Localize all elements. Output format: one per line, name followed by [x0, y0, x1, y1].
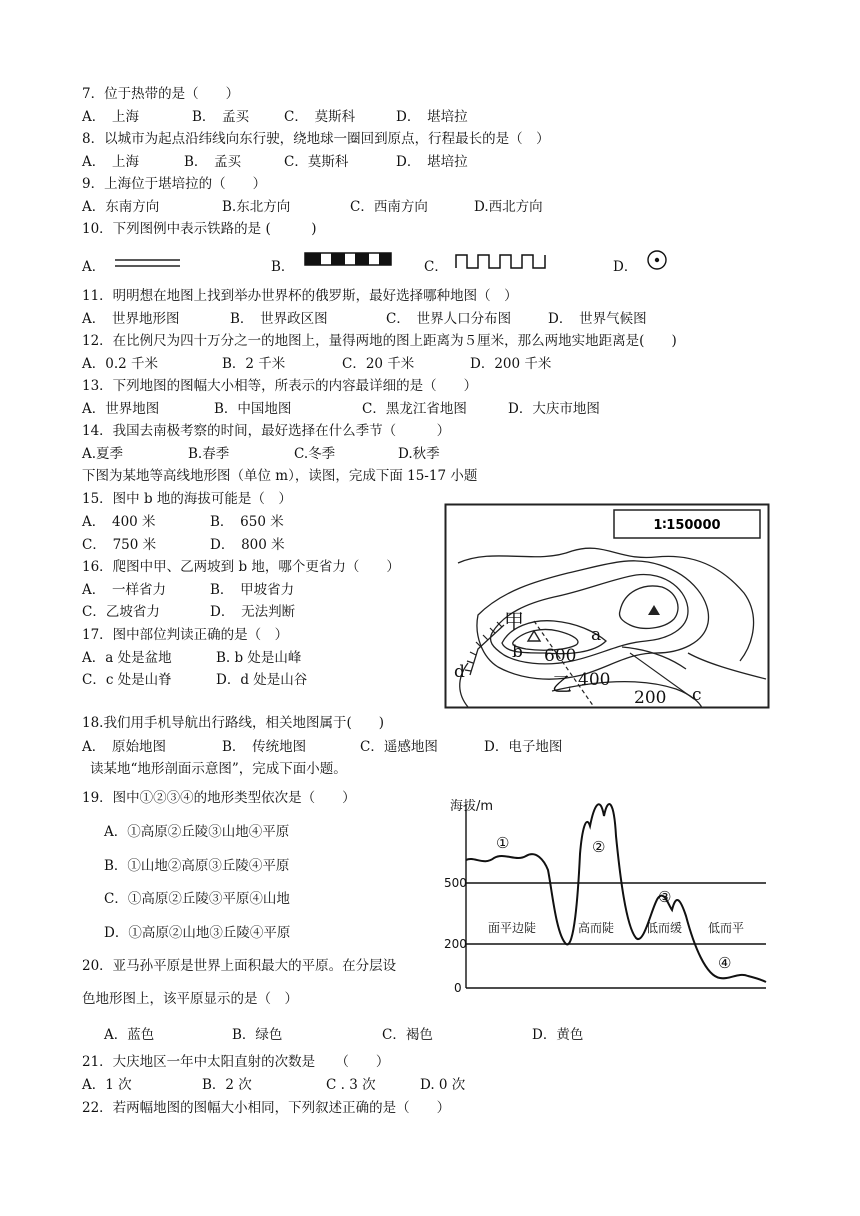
q16-option-d: D． 无法判断 [210, 604, 296, 620]
q18-option-b: B． 传统地图 [222, 739, 307, 755]
q11-option-b: B． 世界政区图 [230, 311, 328, 327]
region-2-label: ② [592, 838, 606, 856]
q8-option-a: A． 上海 [82, 154, 139, 170]
q17-option-b: B. b 处是山峰 [216, 650, 302, 666]
q8-option-b: B． 孟买 [184, 154, 242, 170]
q15-option-c: C． 750 米 [82, 537, 157, 553]
label-yi: 乙 [552, 672, 572, 696]
map-scale: 1∶150000 [653, 518, 721, 533]
tick-200: 200 [444, 937, 467, 951]
caption-3: 低而缓 [646, 921, 683, 935]
q19-option-d: D．①高原②山地③丘陵④平原 [104, 925, 291, 941]
q15-option-d: D． 800 米 [210, 537, 285, 553]
q12-option-d: D．200 千米 [470, 356, 552, 372]
q9-option-d: D.西北方向 [474, 199, 543, 215]
q14-stem: 14．我国去南极考察的时间，最好选择在什么季节（ ） [82, 423, 451, 439]
q10-option-d: D． [613, 259, 638, 275]
label-jia: 甲 [504, 609, 524, 633]
contour-map [444, 503, 770, 709]
q15-stem: 15．图中 b 地的海拔可能是（ ） [82, 491, 292, 507]
q10-stem: 10．下列图例中表示铁路的是 ( ) [82, 221, 317, 237]
q13-stem: 13．下列地图的图幅大小相等，所表示的内容最详细的是（ ） [82, 378, 478, 394]
label-600: 600 [544, 646, 577, 666]
q9-option-a: A．东南方向 [82, 199, 160, 215]
q19-option-b: B．①山地②高原③丘陵④平原 [104, 858, 290, 874]
q12-stem: 12．在比例尺为四十万分之一的地图上，量得两地的图上距离为５厘米，那么两地实地距离是( ) [82, 333, 677, 349]
q11-option-a: A． 世界地形图 [82, 311, 180, 327]
q13-option-b: B．中国地图 [214, 401, 292, 417]
q13-option-c: C．黑龙江省地图 [362, 401, 467, 417]
q18-option-a: A． 原始地图 [82, 739, 166, 755]
double-line-symbol [114, 256, 182, 270]
q17-option-a: A．a 处是盆地 [82, 650, 172, 666]
q9-stem: 9．上海位于堪培拉的（ ） [82, 176, 267, 192]
q20-stem-line-2: 色地形图上，该平原显示的是（ ） [82, 991, 298, 1007]
q17-option-c: C．c 处是山脊 [82, 672, 172, 688]
q12-option-a: A．0.2 千米 [82, 356, 159, 372]
q17-option-d: D．d 处是山谷 [216, 672, 308, 688]
tick-500: 500 [444, 876, 467, 890]
q10-option-c: C． [424, 259, 448, 275]
q22-stem: 22．若两幅地图的图幅大小相同，下列叙述正确的是（ ） [82, 1100, 451, 1116]
region-1-label: ① [496, 834, 510, 852]
label-400: 400 [578, 670, 611, 690]
q12-option-b: B．2 千米 [222, 356, 286, 372]
q8-option-c: C．莫斯科 [284, 154, 349, 170]
q21-option-b: B．2 次 [202, 1077, 252, 1093]
caption-2: 高而陡 [578, 921, 615, 935]
q20-option-c: C．褐色 [382, 1027, 433, 1043]
q14-option-a: A.夏季 [82, 446, 124, 462]
label-b: b [512, 642, 523, 662]
q7-option-d: D． 堪培拉 [396, 109, 468, 125]
q20-option-b: B．绿色 [232, 1027, 283, 1043]
caption-4: 低而平 [708, 921, 745, 935]
tick-0: 0 [454, 981, 462, 995]
caption-1: 面平边陡 [488, 921, 537, 935]
q7-option-b: B． 孟买 [192, 109, 250, 125]
q8-option-d: D． 堪培拉 [396, 154, 468, 170]
q16-stem: 16．爬图中甲、乙两坡到 b 地，哪个更省力（ ） [82, 559, 400, 575]
q16-option-b: B． 甲坡省力 [210, 582, 295, 598]
q11-option-d: D． 世界气候图 [548, 311, 647, 327]
profile-ylabel: 海拔/m [450, 799, 494, 814]
q12-option-c: C．20 千米 [342, 356, 415, 372]
q7-option-c: C． 莫斯科 [284, 109, 356, 125]
label-c: c [692, 685, 702, 705]
q16-option-a: A． 一样省力 [82, 582, 166, 598]
q18-stem: 18.我们用手机导航出行路线，相关地图属于( ) [82, 715, 385, 731]
capital-city-icon [646, 249, 668, 271]
q15-option-a: A． 400 米 [82, 514, 156, 530]
q19-option-a: A．①高原②丘陵③山地④平原 [104, 824, 290, 840]
q20-stem-line-1: 20．亚马孙平原是世界上面积最大的平原。在分层设 [82, 958, 397, 974]
q21-stem: 21．大庆地区一年中太阳直射的次数是 （ ） [82, 1054, 390, 1070]
label-a: a [591, 625, 602, 645]
q20-option-d: D．黄色 [532, 1027, 584, 1043]
q21-option-c: C . 3 次 [326, 1077, 376, 1093]
q11-stem: 11．明明想在地图上找到举办世界杯的俄罗斯，最好选择哪种地图（ ） [82, 288, 518, 304]
region-3-label: ③ [658, 888, 672, 906]
label-200: 200 [634, 688, 667, 708]
q17-stem: 17．图中部位判读正确的是（ ） [82, 627, 289, 643]
q13-option-a: A．世界地图 [82, 401, 160, 417]
q21-option-a: A．1 次 [82, 1077, 132, 1093]
q14-option-d: D.秋季 [398, 446, 440, 462]
q9-option-c: C．西南方向 [350, 199, 428, 215]
q16-option-c: C．乙坡省力 [82, 604, 160, 620]
railway-symbol [304, 252, 392, 266]
q18-option-c: C．遥感地图 [360, 739, 438, 755]
q18-option-d: D．电子地图 [484, 739, 563, 755]
q19-option-c: C．①高原②丘陵③平原④山地 [104, 891, 290, 907]
q10-option-a: A． [82, 259, 106, 275]
q7-option-a: A． 上海 [82, 109, 139, 125]
q14-option-b: B.春季 [188, 446, 230, 462]
q10-option-b: B． [271, 259, 295, 275]
region-4-label: ④ [718, 954, 732, 972]
q9-option-b: B.东北方向 [222, 199, 291, 215]
intro-15-17: 下图为某地等高线地形图（单位 m），读图，完成下面 15-17 小题 [82, 468, 478, 484]
q13-option-d: D．大庆市地图 [508, 401, 600, 417]
q20-option-a: A．蓝色 [104, 1027, 155, 1043]
q14-option-c: C.冬季 [294, 446, 336, 462]
label-d: d [454, 662, 465, 682]
q8-stem: 8．以城市为起点沿纬线向东行驶，绕地球一圈回到原点，行程最长的是（ ） [82, 131, 550, 147]
q11-option-c: C． 世界人口分布图 [386, 311, 512, 327]
q7-stem: 7．位于热带的是（ ） [82, 86, 240, 102]
q19-stem: 19．图中①②③④的地形类型依次是（ ） [82, 790, 356, 806]
terrain-profile-chart [440, 786, 770, 996]
intro-19: 读某地“地形剖面示意图”，完成下面小题。 [90, 761, 347, 777]
q15-option-b: B． 650 米 [210, 514, 284, 530]
q21-option-d: D. 0 次 [420, 1077, 466, 1093]
wall-symbol [455, 252, 549, 270]
